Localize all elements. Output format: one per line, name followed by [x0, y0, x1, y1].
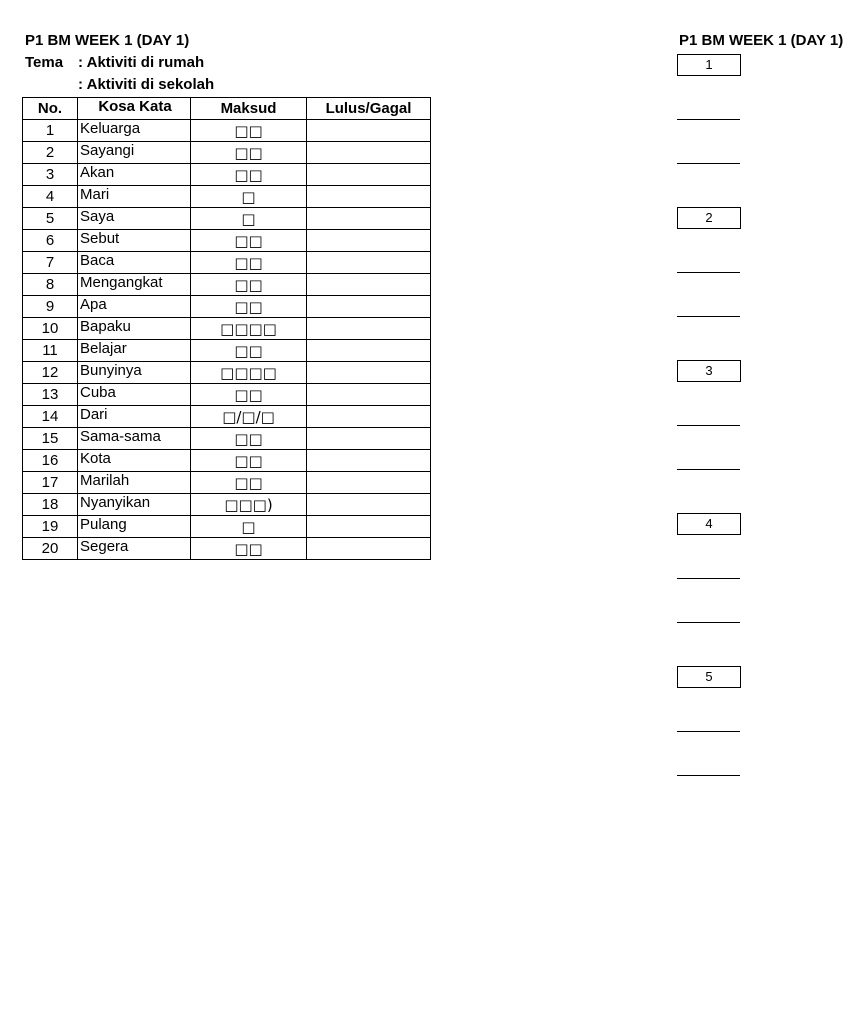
table-row: [23, 252, 431, 274]
table-row: [23, 164, 431, 186]
kosa-kata-cell: Baca: [78, 252, 191, 274]
page-title: P1 BM WEEK 1 (DAY 1): [25, 32, 190, 49]
right-column-title: P1 BM WEEK 1 (DAY 1): [679, 32, 843, 49]
day-box: 1: [677, 54, 741, 76]
lulus-gagal-cell[interactable]: [307, 362, 431, 384]
maksud-cell: □□: [191, 296, 307, 318]
lulus-gagal-cell[interactable]: [307, 318, 431, 340]
kosa-kata-cell: Mari: [78, 186, 191, 208]
lulus-gagal-cell[interactable]: [307, 340, 431, 362]
lulus-gagal-cell[interactable]: [307, 164, 431, 186]
lulus-gagal-cell[interactable]: [307, 494, 431, 516]
vocabulary-table: [22, 97, 431, 560]
kosa-kata-cell: Apa: [78, 296, 191, 318]
lulus-gagal-cell[interactable]: [307, 296, 431, 318]
blank-line: [677, 316, 740, 317]
blank-line: [677, 119, 740, 120]
blank-line: [677, 731, 740, 732]
maksud-cell: □□: [191, 340, 307, 362]
lulus-gagal-cell[interactable]: [307, 384, 431, 406]
kosa-kata-cell: Nyanyikan: [78, 494, 191, 516]
maksud-cell: □/□/□: [191, 406, 307, 428]
table-row: [23, 516, 431, 538]
table-row: [23, 186, 431, 208]
maksud-cell: □□: [191, 450, 307, 472]
tema-label: Tema: [25, 54, 64, 71]
row-number: 13: [23, 384, 78, 406]
row-number: 9: [23, 296, 78, 318]
table-row: [23, 296, 431, 318]
table-row: [23, 142, 431, 164]
table-row: [23, 120, 431, 142]
kosa-kata-cell: Segera: [78, 538, 191, 560]
table-row: [23, 428, 431, 450]
maksud-cell: □□□□: [191, 318, 307, 340]
lulus-gagal-cell[interactable]: [307, 252, 431, 274]
blank-line: [677, 469, 740, 470]
tema-value-1: : Aktiviti di rumah: [78, 54, 205, 71]
row-number: 6: [23, 230, 78, 252]
maksud-cell: □□: [191, 230, 307, 252]
lulus-gagal-cell[interactable]: [307, 516, 431, 538]
kosa-kata-cell: Kota: [78, 450, 191, 472]
table-row: [23, 274, 431, 296]
maksud-cell: □□: [191, 252, 307, 274]
blank-line: [677, 622, 740, 623]
kosa-kata-cell: Cuba: [78, 384, 191, 406]
header-maksud: Maksud: [191, 98, 307, 120]
table-row: [23, 472, 431, 494]
row-number: 1: [23, 120, 78, 142]
table-row: [23, 230, 431, 252]
blank-line: [677, 775, 740, 776]
maksud-cell: □□□): [191, 494, 307, 516]
kosa-kata-cell: Sebut: [78, 230, 191, 252]
kosa-kata-cell: Sama-sama: [78, 428, 191, 450]
table-row: [23, 318, 431, 340]
table-row: [23, 384, 431, 406]
kosa-kata-cell: Bunyinya: [78, 362, 191, 384]
row-number: 3: [23, 164, 78, 186]
blank-line: [677, 578, 740, 579]
kosa-kata-cell: Bapaku: [78, 318, 191, 340]
lulus-gagal-cell[interactable]: [307, 120, 431, 142]
row-number: 12: [23, 362, 78, 384]
row-number: 16: [23, 450, 78, 472]
table-row: [23, 208, 431, 230]
kosa-kata-cell: Keluarga: [78, 120, 191, 142]
maksud-cell: □□: [191, 384, 307, 406]
lulus-gagal-cell[interactable]: [307, 406, 431, 428]
blank-line: [677, 163, 740, 164]
header-no: No.: [23, 98, 78, 120]
day-box: 4: [677, 513, 741, 535]
lulus-gagal-cell[interactable]: [307, 208, 431, 230]
lulus-gagal-cell[interactable]: [307, 428, 431, 450]
row-number: 5: [23, 208, 78, 230]
lulus-gagal-cell[interactable]: [307, 538, 431, 560]
maksud-cell: □□□□: [191, 362, 307, 384]
table-row: [23, 362, 431, 384]
row-number: 11: [23, 340, 78, 362]
tema-value-2: : Aktiviti di sekolah: [78, 76, 215, 93]
maksud-cell: □□: [191, 428, 307, 450]
row-number: 20: [23, 538, 78, 560]
lulus-gagal-cell[interactable]: [307, 142, 431, 164]
table-header-row: [23, 98, 431, 120]
table-row: [23, 450, 431, 472]
lulus-gagal-cell[interactable]: [307, 450, 431, 472]
kosa-kata-cell: Belajar: [78, 340, 191, 362]
row-number: 10: [23, 318, 78, 340]
row-number: 17: [23, 472, 78, 494]
row-number: 4: [23, 186, 78, 208]
day-box: 3: [677, 360, 741, 382]
kosa-kata-cell: Sayangi: [78, 142, 191, 164]
maksud-cell: □: [191, 516, 307, 538]
row-number: 15: [23, 428, 78, 450]
header-kosa-kata: Kosa Kata: [78, 98, 191, 120]
blank-line: [677, 425, 740, 426]
maksud-cell: □□: [191, 142, 307, 164]
kosa-kata-cell: Marilah: [78, 472, 191, 494]
row-number: 8: [23, 274, 78, 296]
maksud-cell: □□: [191, 120, 307, 142]
table-row: [23, 340, 431, 362]
row-number: 19: [23, 516, 78, 538]
kosa-kata-cell: Saya: [78, 208, 191, 230]
maksud-cell: □□: [191, 472, 307, 494]
row-number: 18: [23, 494, 78, 516]
lulus-gagal-cell[interactable]: [307, 472, 431, 494]
kosa-kata-cell: Akan: [78, 164, 191, 186]
row-number: 14: [23, 406, 78, 428]
kosa-kata-cell: Mengangkat: [78, 274, 191, 296]
blank-line: [677, 272, 740, 273]
maksud-cell: □□: [191, 274, 307, 296]
day-box: 2: [677, 207, 741, 229]
lulus-gagal-cell[interactable]: [307, 274, 431, 296]
table-row: [23, 538, 431, 560]
lulus-gagal-cell[interactable]: [307, 230, 431, 252]
table-row: [23, 494, 431, 516]
row-number: 7: [23, 252, 78, 274]
maksud-cell: □□: [191, 164, 307, 186]
lulus-gagal-cell[interactable]: [307, 186, 431, 208]
row-number: 2: [23, 142, 78, 164]
kosa-kata-cell: Dari: [78, 406, 191, 428]
maksud-cell: □□: [191, 538, 307, 560]
table-row: [23, 406, 431, 428]
day-box: 5: [677, 666, 741, 688]
header-lulus-gagal: Lulus/Gagal: [307, 98, 431, 120]
maksud-cell: □: [191, 186, 307, 208]
kosa-kata-cell: Pulang: [78, 516, 191, 538]
maksud-cell: □: [191, 208, 307, 230]
